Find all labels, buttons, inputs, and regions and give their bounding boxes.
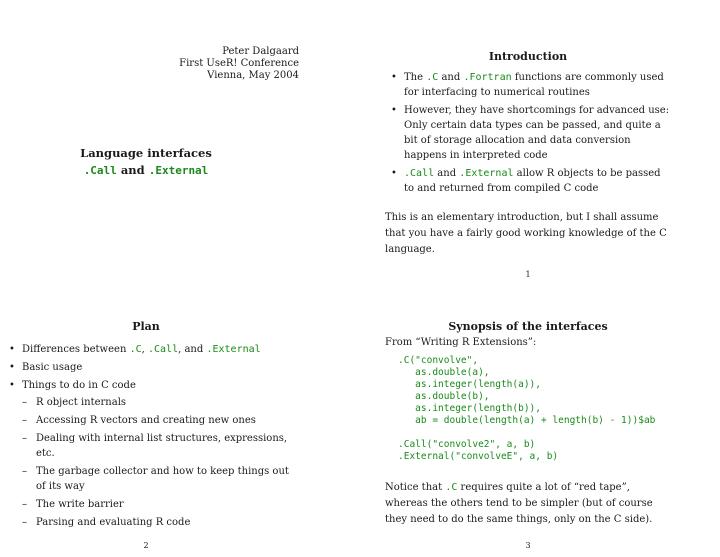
intro-b1-post: functions are commonly used for interfacing to numerical routines	[404, 72, 664, 98]
intro-b3-mid: and	[437, 168, 457, 179]
presentation-title: Language interfaces	[80, 146, 212, 160]
plan-subitem: – Accessing R vectors and creating new ones	[22, 413, 300, 428]
synopsis-heading: Synopsis of the interfaces	[448, 320, 608, 333]
plan-bullet-2: • Basic usage	[4, 360, 300, 375]
plan-subitem: – Dealing with internal list structures, expressions, etc.	[22, 431, 300, 461]
location-date: Vienna, May 2004	[207, 70, 299, 81]
plan-subitem: – The write barrier	[22, 497, 300, 512]
intro-b1-code-c: .C	[426, 72, 439, 83]
intro-b3-code-external: .External	[459, 168, 514, 179]
plan-heading: Plan	[132, 320, 160, 333]
plan-b1-pre: Differences between	[22, 344, 127, 355]
subtitle-and: and	[120, 163, 145, 177]
plan-subitem: – Parsing and evaluating R code	[22, 515, 300, 530]
subtitle-code-call: .Call	[83, 164, 117, 177]
plan-b1-code-c: .C	[129, 344, 142, 355]
conference-name: First UseR! Conference	[179, 58, 299, 69]
page-number-1: 1	[525, 270, 531, 279]
intro-bullet-2: • However, they have shortcomings for advanced use: Only certain data types can be passed, and quite a bit of storage allocation and data conversion happens in interpreted code	[386, 103, 671, 163]
intro-heading: Introduction	[488, 50, 568, 63]
title-slide-meta	[179, 46, 299, 82]
intro-b3-code-call: .Call	[404, 168, 435, 179]
synopsis-para-pre: Notice that	[385, 482, 443, 493]
intro-bullet-3	[386, 166, 671, 196]
synopsis-code-block-call: .Call("convolve2", a, b) .External("convolveE", a, b)	[398, 439, 559, 462]
plan-subitem-list	[22, 395, 300, 530]
intro-paragraph: This is an elementary introduction, but I shall assume that you have a fairly good working knowledge of the C language.	[385, 212, 667, 255]
plan-subitem: – The garbage collector and how to keep things out of its way	[22, 464, 300, 494]
plan-bullet-3	[4, 378, 300, 530]
plan-subitem: – R object internals	[22, 395, 300, 410]
plan-bullet-1	[4, 342, 300, 357]
synopsis-para-code: .C	[445, 482, 458, 493]
title-slide-title	[0, 145, 292, 179]
plan-b3-label: Things to do in C code	[22, 380, 136, 391]
plan-b1-sep1: ,	[141, 344, 145, 355]
synopsis-intro: From “Writing R Extensions”:	[385, 337, 537, 348]
intro-bullet-1	[386, 70, 671, 100]
synopsis-para-post: requires quite a lot of “red tape”, whereas the others tend to be simpler (but of course they need to do the same things, only on the C side).	[385, 482, 653, 525]
synopsis-paragraph	[385, 480, 675, 528]
page-number-3: 3	[525, 541, 531, 550]
plan-b1-code-external: .External	[206, 344, 261, 355]
presentation-subtitle	[0, 162, 292, 179]
plan-b1-sep2: , and	[178, 344, 204, 355]
plan-bullet-list	[4, 342, 300, 533]
subtitle-code-external: .External	[148, 164, 209, 177]
intro-b1-pre: The	[404, 72, 424, 83]
intro-b3-post: allow R objects to be passed to and returned from compiled C code	[404, 168, 661, 194]
page-number-2: 2	[143, 541, 149, 550]
intro-b1-code-fortran: .Fortran	[463, 72, 512, 83]
plan-b1-code-call: .Call	[148, 344, 179, 355]
intro-b1-mid: and	[441, 72, 461, 83]
intro-bullet-list	[386, 70, 671, 199]
author-name: Peter Dalgaard	[222, 46, 299, 57]
synopsis-code-block-c: .C("convolve", as.double(a), as.integer(length(a)), as.double(b), as.integer(length(b)), ab = double(length(a) + length(b) - 1))$ab	[398, 355, 656, 426]
